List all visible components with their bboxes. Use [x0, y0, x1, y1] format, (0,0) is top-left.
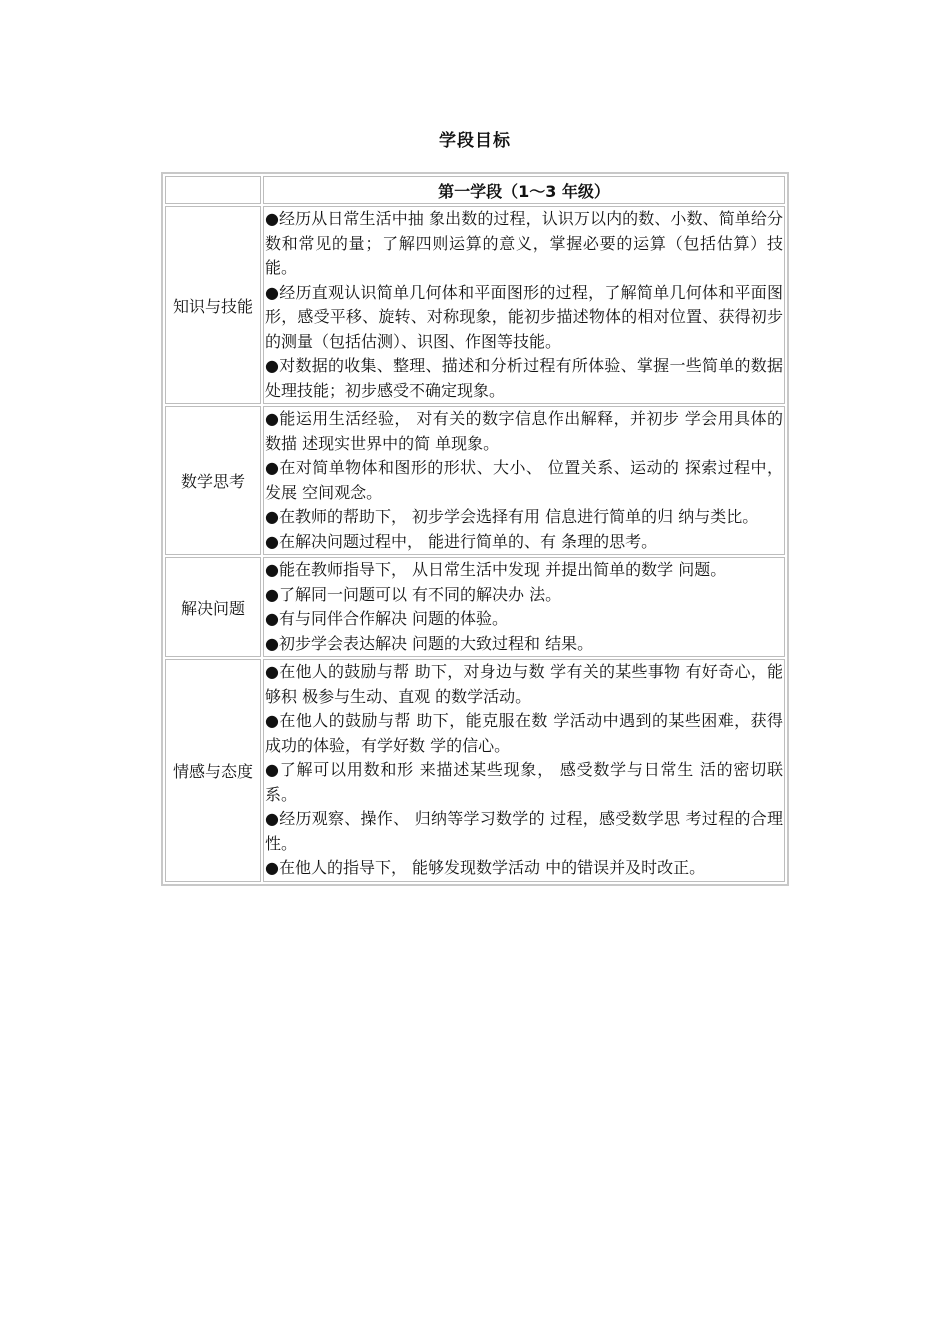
- row-label-knowledge-skills: 知识与技能: [165, 206, 261, 404]
- row-content-knowledge-skills: [263, 206, 785, 404]
- stage-header: 第一学段（1～3 年级）: [263, 176, 785, 204]
- page-title: 学段目标: [439, 131, 511, 151]
- table-row: [165, 206, 785, 404]
- list-item: ●了解可以用数和形 来描述某些现象， 感受数学与日常生 活的密切联系。: [265, 760, 783, 804]
- row-content-emotion-attitude: [263, 659, 785, 882]
- row-content-problem-solving: [263, 557, 785, 657]
- list-item: ●经历从日常生活中抽 象出数的过程，认识万以内的数、小数、简单给分数和常见的量；了解四则运算的意义，掌握必要的运算（包括估算）技能。: [265, 209, 783, 277]
- list-item: ●在教师的帮助下， 初步学会选择有用 信息进行简单的归 纳与类比。: [265, 507, 759, 526]
- empty-header-cell: [165, 176, 261, 204]
- list-item: ●在对简单物体和图形的形状、大小、 位置关系、运动的 探索过程中，发展 空间观念。: [265, 458, 783, 502]
- stage-goals-table: [161, 172, 789, 886]
- row-label-problem-solving: 解决问题: [165, 557, 261, 657]
- list-item: ●在他人的指导下， 能够发现数学活动 中的错误并及时改正。: [265, 858, 706, 877]
- list-item: ●经历直观认识简单几何体和平面图形的过程，了解简单几何体和平面图形，感受平移、旋转、对称现象，能初步描述物体的相对位置、获得初步的测量（包括估测）、识图、作图等技能。: [265, 282, 783, 351]
- table-header-row: [165, 176, 785, 204]
- table-row: [165, 406, 785, 555]
- row-label-emotion-attitude: 情感与态度: [165, 659, 261, 882]
- list-item: ●在解决问题过程中， 能进行简单的、有 条理的思考。: [265, 531, 658, 551]
- list-item: ●能在教师指导下， 从日常生活中发现 并提出简单的数学 问题。: [265, 560, 727, 579]
- list-item: ●有与同伴合作解决 问题的体验。: [265, 609, 509, 628]
- list-item: ●了解同一问题可以 有不同的解决办 法。: [265, 584, 562, 604]
- list-item: ●能运用生活经验， 对有关的数字信息作出解释，并初步 学会用具体的数描 述现实世界中的简 单现象。: [265, 409, 783, 453]
- list-item: ●对数据的收集、整理、描述和分析过程有所体验、掌握一些简单的数据处理技能；初步感受不确定现象。: [265, 356, 783, 400]
- table-row: [165, 659, 785, 882]
- table-row: [165, 557, 785, 657]
- list-item: ●经历观察、操作、 归纳等学习数学的 过程，感受数学思 考过程的合理性。: [265, 809, 783, 853]
- list-item: ●在他人的鼓励与帮 助下，对身边与数 学有关的某些事物 有好奇心，能够积 极参与生动、直观 的数学活动。: [265, 662, 783, 706]
- row-label-math-thinking: 数学思考: [165, 406, 261, 555]
- list-item: ●在他人的鼓励与帮 助下，能克服在数 学活动中遇到的某些困难，获得成功的体验，有学好数 学的信心。: [265, 711, 783, 755]
- list-item: ●初步学会表达解决 问题的大致过程和 结果。: [265, 633, 594, 653]
- row-content-math-thinking: [263, 406, 785, 555]
